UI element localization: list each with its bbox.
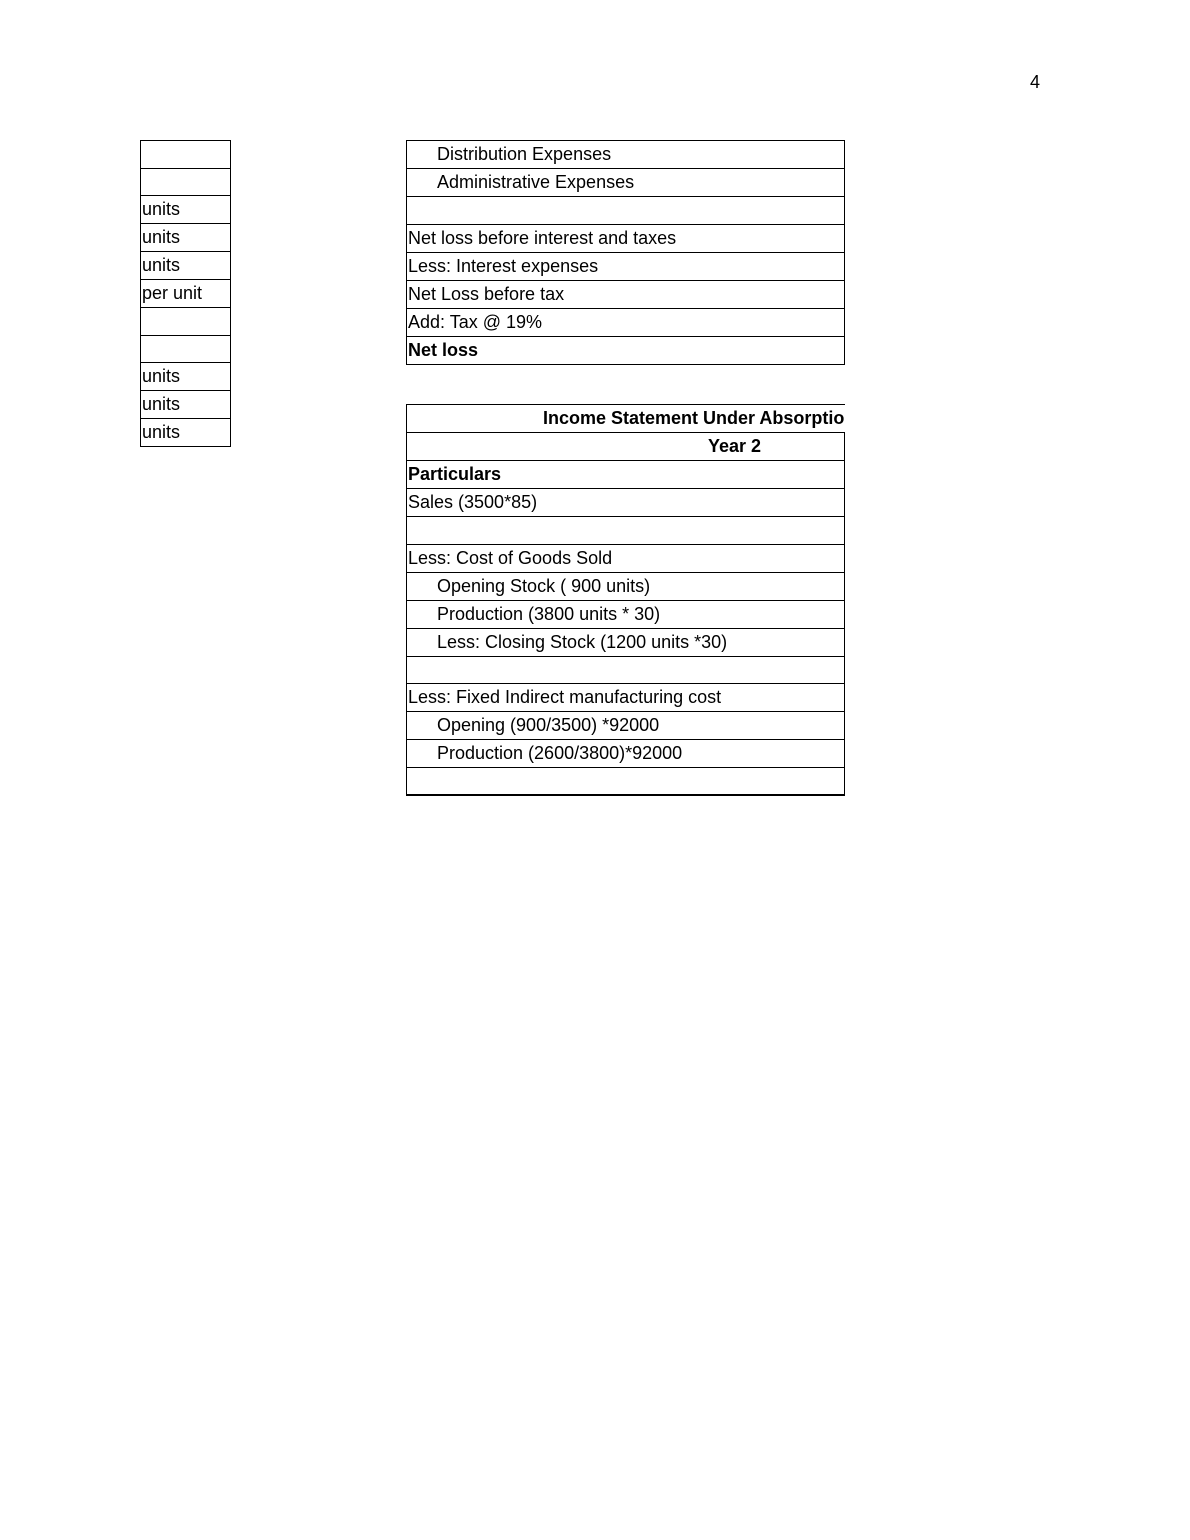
statement-row [407,684,845,712]
net-loss-cell: Net loss [407,336,845,364]
production-fixed-cost-cell: Production (2600/3800)*92000 [407,740,845,768]
units-cell: units [141,196,231,224]
units-row [141,141,231,169]
net-loss-statement-table [406,140,845,365]
statement-title-row [407,405,845,433]
statement-row [407,517,845,545]
statement-row [407,628,845,656]
units-cell: per unit [141,280,231,308]
units-cell: units [141,252,231,280]
statement-row [407,572,845,600]
statement-row [407,712,845,740]
units-row [141,252,231,280]
statement-header-row [407,461,845,489]
cost-of-goods-sold-cell: Less: Cost of Goods Sold [407,544,845,572]
net-loss-before-tax-cell: Net Loss before tax [407,280,845,308]
units-cell: units [141,224,231,252]
units-row [141,363,231,391]
units-column-table [140,140,231,447]
production-cell: Production (3800 units * 30) [407,600,845,628]
statement-row [407,336,845,364]
statement-row [407,656,845,684]
statement-row [407,169,845,197]
opening-stock-cell: Opening Stock ( 900 units) [407,572,845,600]
statement-row [407,544,845,572]
statement-row [407,141,845,169]
blank-cell [407,197,845,225]
statement-row [407,489,845,517]
sales-cell: Sales (3500*85) [407,489,845,517]
units-row [141,168,231,196]
net-loss-before-interest-cell: Net loss before interest and taxes [407,224,845,252]
statement-row [407,197,845,225]
units-cell [141,335,231,363]
closing-stock-cell: Less: Closing Stock (1200 units *30) [407,628,845,656]
units-row [141,335,231,363]
administrative-expenses-cell: Administrative Expenses [407,169,845,197]
statement-row [407,308,845,336]
statement-row [407,280,845,308]
statement-year: Year 2 [407,433,845,461]
units-cell: units [141,419,231,447]
units-row [141,391,231,419]
distribution-expenses-cell: Distribution Expenses [407,141,845,169]
absorption-income-statement-table [406,404,845,796]
blank-cell [407,656,845,684]
tax-cell: Add: Tax @ 19% [407,308,845,336]
units-row [141,308,231,336]
units-cell [141,141,231,169]
statement-row [407,740,845,768]
units-cell [141,168,231,196]
units-cell [141,308,231,336]
blank-cell [407,768,845,796]
opening-fixed-cost-cell: Opening (900/3500) *92000 [407,712,845,740]
units-cell: units [141,391,231,419]
units-row [141,419,231,447]
statement-row [407,252,845,280]
interest-expenses-cell: Less: Interest expenses [407,252,845,280]
fixed-indirect-cost-cell: Less: Fixed Indirect manufacturing cost [407,684,845,712]
units-row [141,196,231,224]
blank-cell [407,517,845,545]
statement-row [407,600,845,628]
statement-title: Income Statement Under Absorptio [407,405,845,433]
statement-row [407,224,845,252]
page-number: 4 [1030,72,1041,92]
units-row [141,280,231,308]
statement-row [407,768,845,796]
statement-year-row [407,433,845,461]
particulars-header: Particulars [407,461,845,489]
units-cell: units [141,363,231,391]
units-row [141,224,231,252]
